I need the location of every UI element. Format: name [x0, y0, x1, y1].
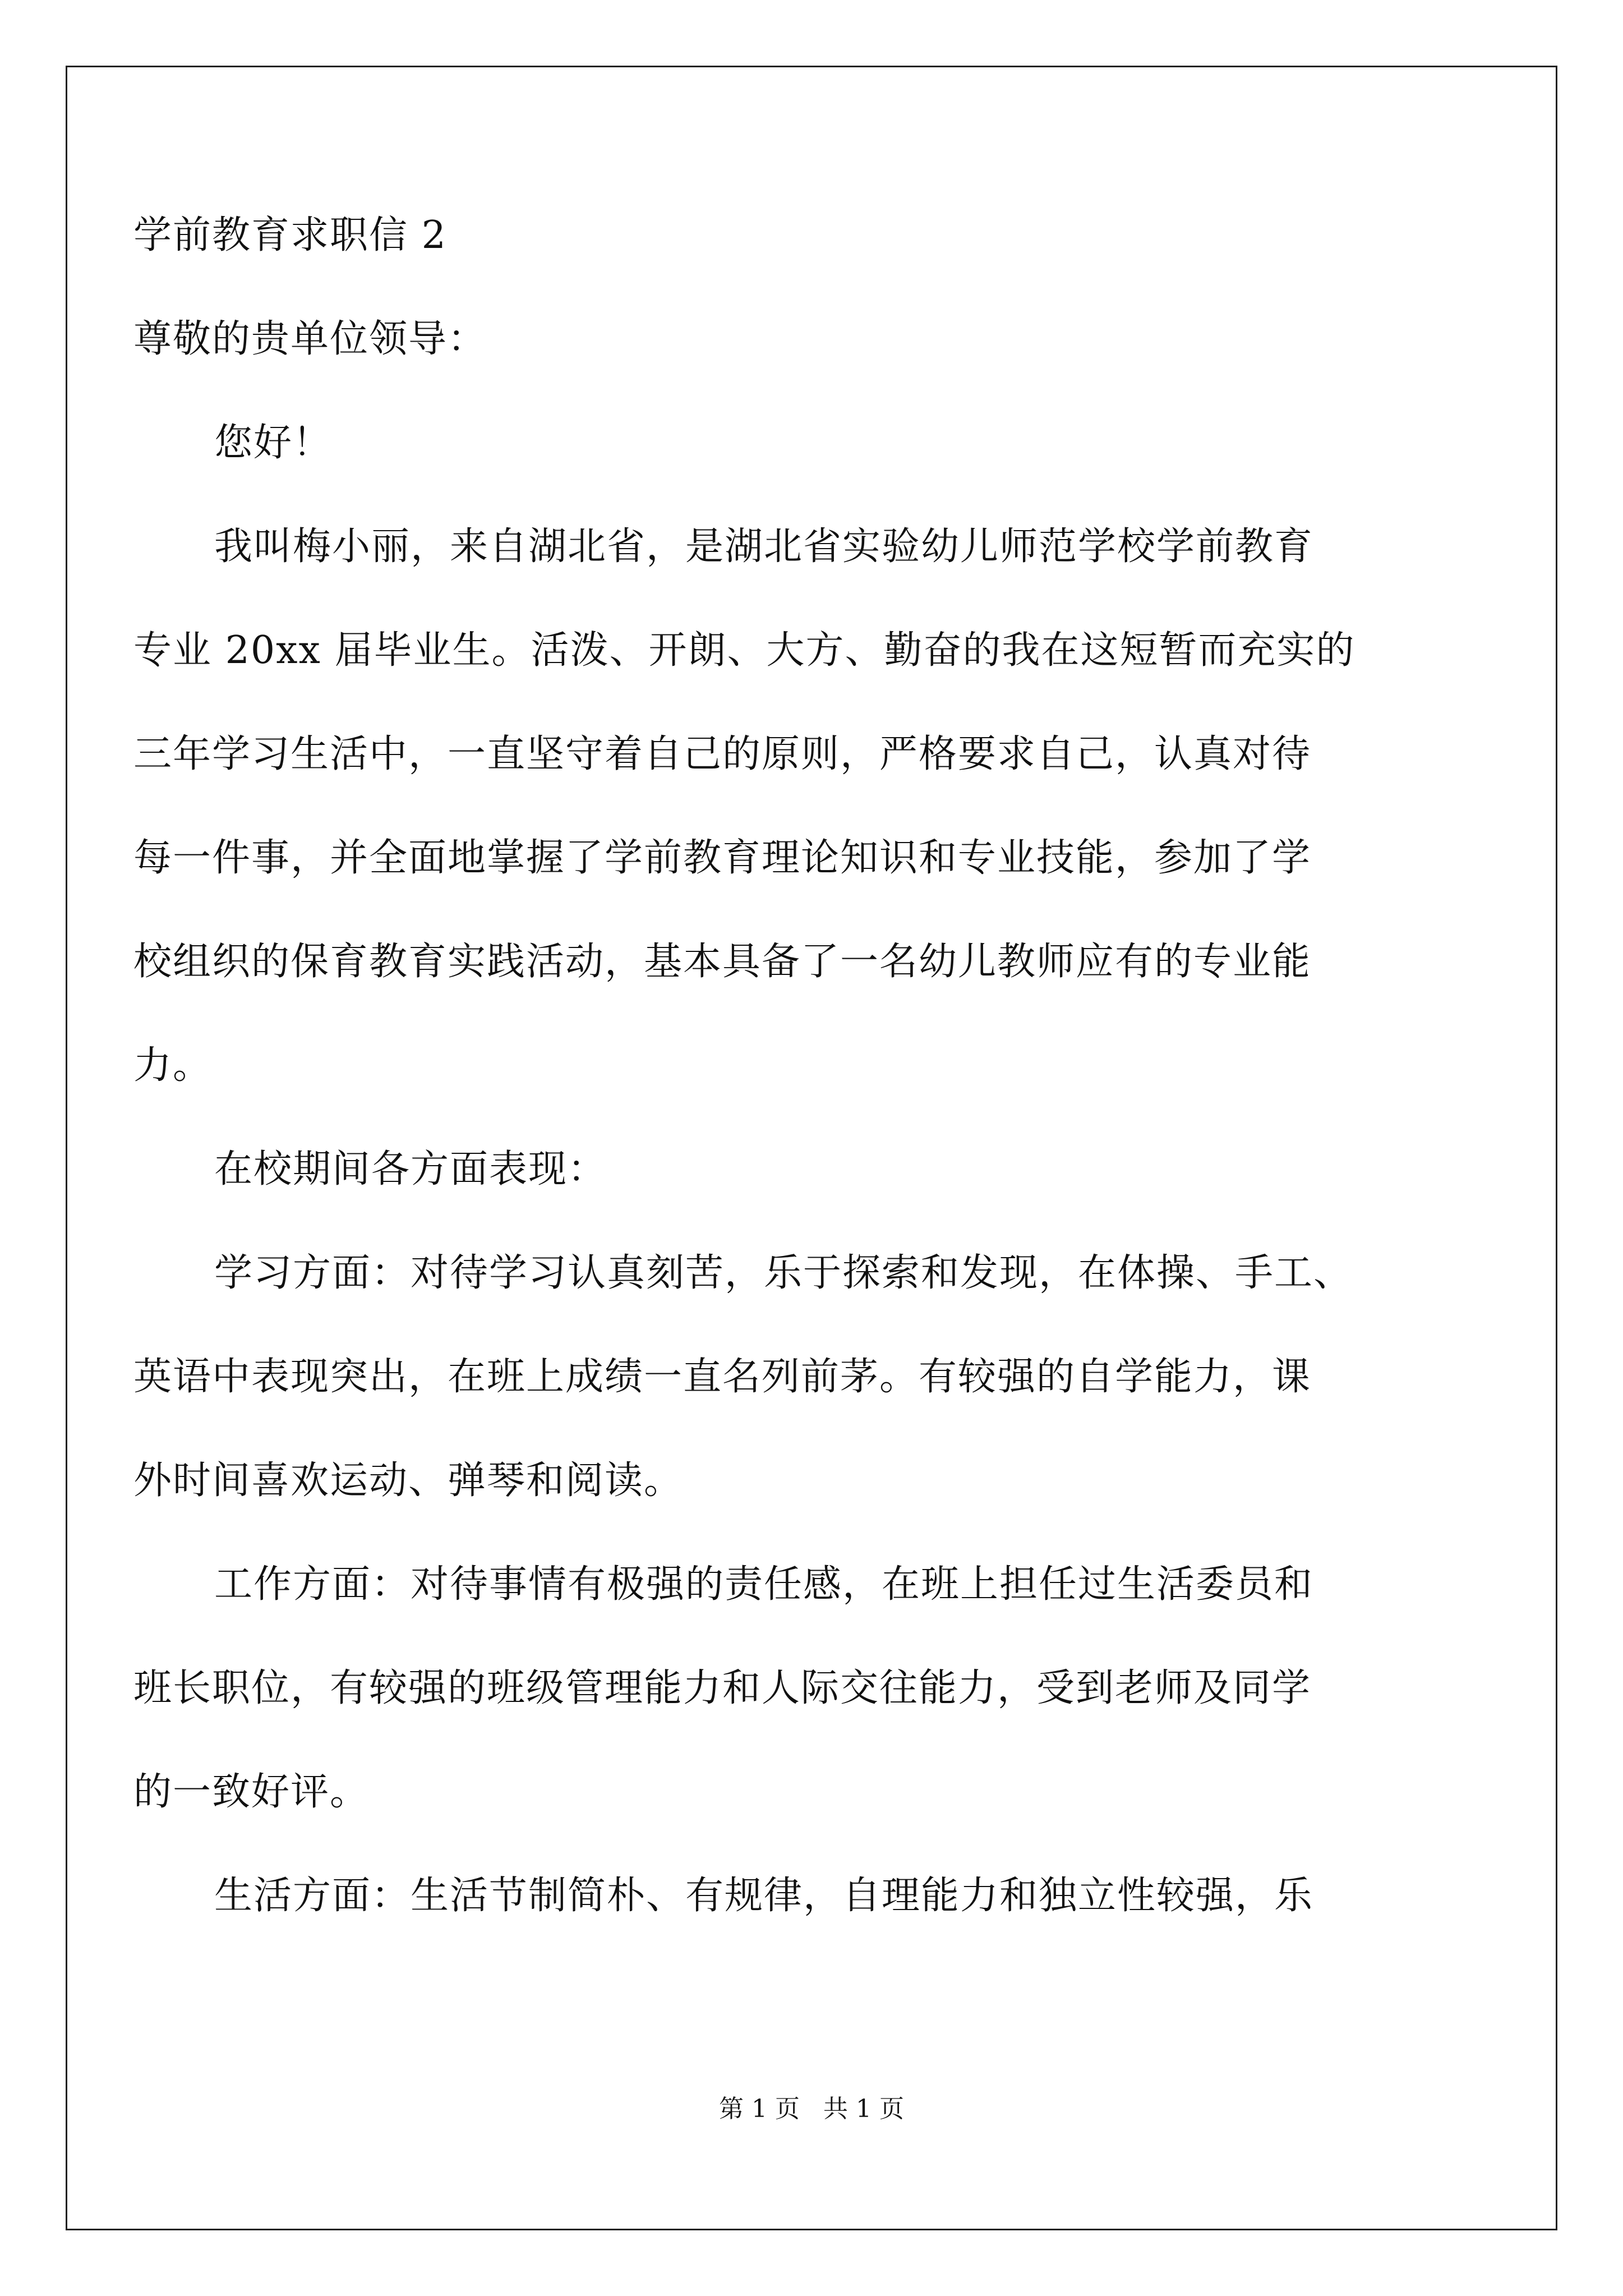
paragraph-intro-line-5: 校组织的保育教育实践活动，基本具备了一名幼儿教师应有的专业能: [133, 940, 1312, 984]
paragraph-intro-line-4: 每一件事，并全面地掌握了学前教育理论知识和专业技能，参加了学: [133, 836, 1312, 880]
paragraph-work-line-1: 工作方面：对待事情有极强的责任感，在班上担任过生活委员和: [214, 1562, 1314, 1607]
paragraph-study-line-2: 英语中表现突出，在班上成绩一直名列前茅。有较强的自学能力，课: [133, 1355, 1312, 1399]
salutation: 尊敬的贵单位领导：: [133, 317, 487, 361]
page-footer: 第 1 页 共 1 页: [719, 2095, 904, 2123]
section-heading: 在校期间各方面表现：: [214, 1147, 607, 1191]
document-title: 学前教育求职信 2: [133, 213, 447, 257]
paragraph-work-line-3: 的一致好评。: [133, 1770, 370, 1814]
paragraph-work-line-2: 班长职位，有较强的班级管理能力和人际交往能力，受到老师及同学: [133, 1666, 1312, 1710]
paragraph-intro-line-2: 专业 20xx 届毕业生。活泼、开朗、大方、勤奋的我在这短暂而充实的: [133, 628, 1355, 673]
paragraph-intro-line-3: 三年学习生活中，一直坚守着自己的原则，严格要求自己，认真对待: [133, 732, 1312, 776]
paragraph-intro-line-1: 我叫梅小丽，来自湖北省，是湖北省实验幼儿师范学校学前教育: [214, 524, 1314, 569]
paragraph-life-line-1: 生活方面：生活节制简朴、有规律，自理能力和独立性较强，乐: [214, 1874, 1314, 1918]
paragraph-study-line-1: 学习方面：对待学习认真刻苦，乐于探索和发现，在体操、手工、: [214, 1251, 1353, 1295]
greeting: 您好！: [214, 421, 333, 465]
paragraph-study-line-3: 外时间喜欢运动、弹琴和阅读。: [133, 1458, 684, 1503]
paragraph-intro-line-6: 力。: [133, 1043, 213, 1088]
